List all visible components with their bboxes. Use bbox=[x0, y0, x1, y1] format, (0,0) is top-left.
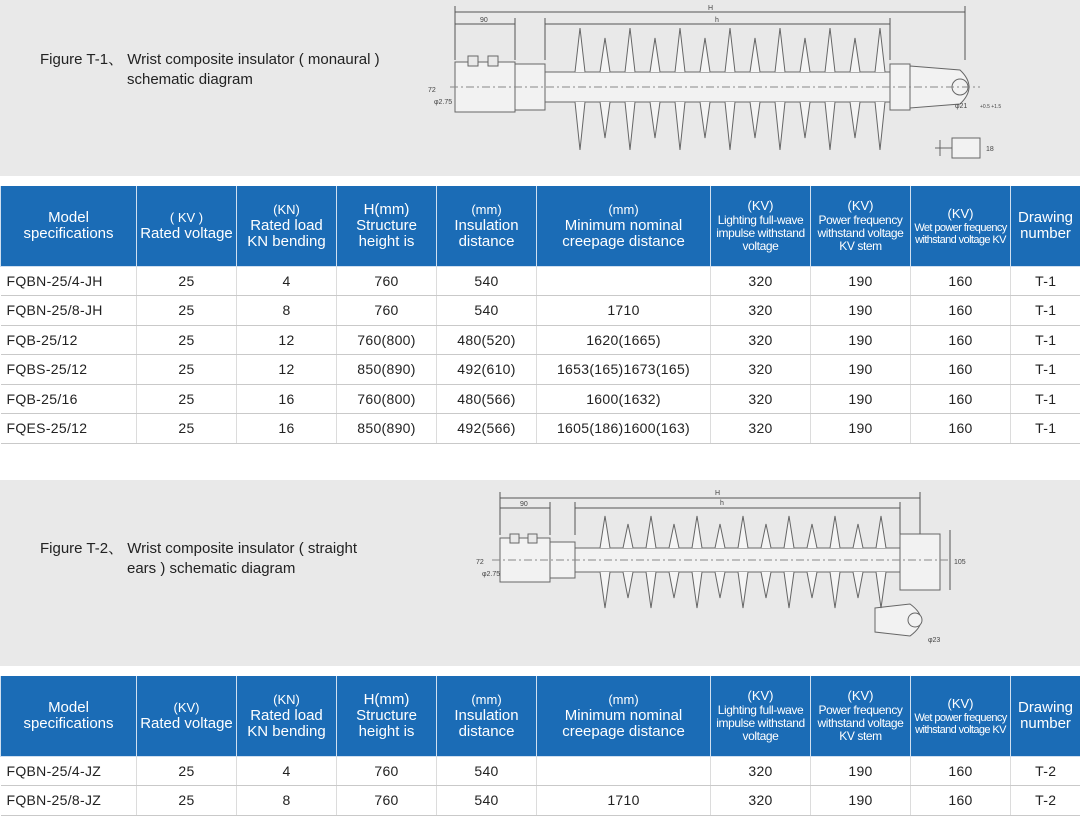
table-cell: 190 bbox=[811, 355, 911, 385]
table-cell: 25 bbox=[137, 384, 237, 414]
dim-label-end: 90 bbox=[480, 17, 488, 24]
column-header-title: Insulation distance bbox=[454, 216, 519, 250]
table-cell: 160 bbox=[911, 355, 1011, 385]
column-header bbox=[811, 186, 911, 266]
column-header-title: Drawing number bbox=[1017, 698, 1074, 732]
table-cell: 320 bbox=[711, 786, 811, 816]
table-cell: 190 bbox=[811, 384, 911, 414]
table-cell: 16 bbox=[237, 384, 337, 414]
column-header-title: Minimum nominal creepage distance bbox=[562, 706, 685, 740]
column-header-unit: (mm) bbox=[471, 691, 502, 707]
table-cell: 320 bbox=[711, 266, 811, 296]
table-cell: 160 bbox=[911, 756, 1011, 786]
table-cell: 160 bbox=[911, 266, 1011, 296]
spec-table-t1 bbox=[0, 186, 1080, 444]
dim-label-overall: H bbox=[708, 5, 714, 12]
figure-t1-panel bbox=[0, 0, 1080, 176]
table-cell: 25 bbox=[137, 266, 237, 296]
table-cell: 160 bbox=[911, 325, 1011, 355]
figure-t2-schematic bbox=[470, 480, 990, 666]
column-header-title: Drawing number bbox=[1017, 208, 1074, 242]
figure-t1-caption bbox=[40, 50, 380, 90]
table-header-row bbox=[1, 676, 1080, 756]
dim-label-overall: H bbox=[715, 490, 721, 497]
table-cell: 190 bbox=[811, 296, 911, 326]
column-header-unit: (KN) bbox=[273, 691, 300, 707]
column-header-title: Power frequency withstand voltage KV stem bbox=[817, 703, 904, 744]
column-header bbox=[437, 676, 537, 756]
dim-label-clevis: 18 bbox=[986, 146, 994, 153]
column-header bbox=[811, 676, 911, 756]
table-row bbox=[1, 266, 1080, 296]
table-cell: T-1 bbox=[1011, 355, 1080, 385]
figure-t1-schematic bbox=[420, 0, 1020, 176]
table-cell: T-1 bbox=[1011, 266, 1080, 296]
table-cell: 850(890) bbox=[337, 355, 437, 385]
column-header bbox=[237, 186, 337, 266]
column-header-title: Rated voltage bbox=[140, 714, 233, 732]
table-cell: 760 bbox=[337, 296, 437, 326]
column-header bbox=[711, 186, 811, 266]
table-row bbox=[1, 355, 1080, 385]
column-header bbox=[1, 186, 137, 266]
column-header-unit: (KV) bbox=[747, 688, 774, 704]
table-cell: 540 bbox=[437, 266, 537, 296]
column-header-unit: (KV) bbox=[947, 205, 974, 221]
end-fitting-right bbox=[900, 534, 940, 590]
table-cell: 160 bbox=[911, 786, 1011, 816]
table-cell: T-1 bbox=[1011, 325, 1080, 355]
clevis-detail bbox=[952, 138, 980, 158]
model-cell: FQBS-25/12 bbox=[1, 355, 137, 385]
figure-t2-panel bbox=[0, 480, 1080, 666]
table-cell: 25 bbox=[137, 296, 237, 326]
column-header bbox=[911, 676, 1011, 756]
table-cell: 1710 bbox=[537, 296, 711, 326]
dim-label-inner: φ2.75 bbox=[482, 571, 501, 578]
fitting-notch bbox=[510, 534, 519, 543]
table-cell: T-2 bbox=[1011, 786, 1080, 816]
table-cell: 760 bbox=[337, 786, 437, 816]
table-cell: 8 bbox=[237, 786, 337, 816]
table-cell: 12 bbox=[237, 325, 337, 355]
figure-t2-caption-line1: Figure T-2、 Wrist composite insulator ( straight bbox=[40, 540, 358, 557]
dim-label-hole: φ23 bbox=[928, 637, 941, 644]
table-cell: 320 bbox=[711, 296, 811, 326]
table-cell: 160 bbox=[911, 414, 1011, 444]
column-header-unit: (mm) bbox=[608, 201, 639, 217]
column-header-title: Lighting full-wave impulse withstand voltage bbox=[716, 213, 805, 254]
table-cell: 320 bbox=[711, 325, 811, 355]
column-header-title: Minimum nominal creepage distance bbox=[562, 216, 685, 250]
table-cell: 25 bbox=[137, 325, 237, 355]
ear-hole bbox=[908, 613, 922, 627]
model-cell: FQB-25/12 bbox=[1, 325, 137, 355]
column-header bbox=[537, 676, 711, 756]
table-header-row bbox=[1, 186, 1080, 266]
column-header bbox=[137, 676, 237, 756]
figure-t2-caption-line2: ears ) schematic diagram bbox=[127, 560, 296, 577]
model-cell: FQBN-25/4-JZ bbox=[1, 756, 137, 786]
table-cell: 25 bbox=[137, 414, 237, 444]
table-cell: 1605(186)1600(163) bbox=[537, 414, 711, 444]
model-cell: FQBN-25/8-JH bbox=[1, 296, 137, 326]
column-header-unit: (KV) bbox=[747, 198, 774, 214]
dim-label-insulation: h bbox=[720, 500, 724, 507]
dim-label-height: 105 bbox=[954, 559, 966, 566]
model-cell: FQBN-25/8-JZ bbox=[1, 786, 137, 816]
table-cell: 190 bbox=[811, 414, 911, 444]
table-cell: 4 bbox=[237, 756, 337, 786]
column-header-title: Wet power frequency withstand voltage KV bbox=[914, 711, 1007, 736]
column-header bbox=[1011, 676, 1080, 756]
table-cell: 25 bbox=[137, 786, 237, 816]
table-row bbox=[1, 414, 1080, 444]
table-cell: 190 bbox=[811, 325, 911, 355]
table-cell: 760 bbox=[337, 266, 437, 296]
dim-label-tolerance: +0.5 +1.5 bbox=[980, 104, 1002, 110]
table-cell: 540 bbox=[437, 756, 537, 786]
column-header bbox=[437, 186, 537, 266]
column-header bbox=[237, 676, 337, 756]
table-cell bbox=[537, 756, 711, 786]
table-row bbox=[1, 325, 1080, 355]
column-header-unit: (KN) bbox=[273, 201, 300, 217]
column-header-title: Model specifications bbox=[23, 698, 114, 732]
column-header-unit: (mm) bbox=[471, 201, 502, 217]
column-header bbox=[711, 676, 811, 756]
dim-label-side: 72 bbox=[476, 559, 484, 566]
table-cell: T-1 bbox=[1011, 296, 1080, 326]
model-cell: FQB-25/16 bbox=[1, 384, 137, 414]
column-header bbox=[337, 676, 437, 756]
column-header-title: H(mm) Structure height is bbox=[356, 200, 417, 250]
model-cell: FQES-25/12 bbox=[1, 414, 137, 444]
table-cell: 1653(165)1673(165) bbox=[537, 355, 711, 385]
table-cell: 320 bbox=[711, 355, 811, 385]
dim-label-side: 72 bbox=[428, 87, 436, 94]
column-header-title: Rated voltage bbox=[140, 224, 233, 242]
table-row bbox=[1, 296, 1080, 326]
table-cell: 190 bbox=[811, 266, 911, 296]
table-cell: 1620(1665) bbox=[537, 325, 711, 355]
figure-t2-caption bbox=[40, 539, 357, 579]
figure-t1-caption-line1: Figure T-1、 Wrist composite insulator ( monaural ) bbox=[40, 51, 380, 68]
table-cell: 190 bbox=[811, 756, 911, 786]
fitting-notch bbox=[528, 534, 537, 543]
figure-t1-caption-line2: schematic diagram bbox=[127, 71, 253, 88]
table-cell: 1600(1632) bbox=[537, 384, 711, 414]
table-cell: 16 bbox=[237, 414, 337, 444]
table-cell: 8 bbox=[237, 296, 337, 326]
column-header-title: Insulation distance bbox=[454, 706, 519, 740]
table-cell: T-1 bbox=[1011, 384, 1080, 414]
fitting-notch bbox=[488, 56, 498, 66]
table-cell: 160 bbox=[911, 384, 1011, 414]
column-header-unit: ( KV ) bbox=[169, 209, 204, 225]
table-cell: 540 bbox=[437, 296, 537, 326]
column-header bbox=[537, 186, 711, 266]
fitting-notch bbox=[468, 56, 478, 66]
table-row bbox=[1, 756, 1080, 786]
spec-table-t2 bbox=[0, 676, 1080, 816]
table-cell: 760(800) bbox=[337, 384, 437, 414]
table-cell: 12 bbox=[237, 355, 337, 385]
table-cell: 4 bbox=[237, 266, 337, 296]
column-header bbox=[1011, 186, 1080, 266]
table-cell: 160 bbox=[911, 296, 1011, 326]
column-header-title: Power frequency withstand voltage KV stem bbox=[817, 213, 904, 254]
column-header-title: Rated load KN bending bbox=[247, 216, 326, 250]
column-header-unit: (mm) bbox=[608, 691, 639, 707]
table-cell: 320 bbox=[711, 756, 811, 786]
table-cell: 492(610) bbox=[437, 355, 537, 385]
table-cell: 320 bbox=[711, 414, 811, 444]
table-cell: 480(520) bbox=[437, 325, 537, 355]
table-row bbox=[1, 384, 1080, 414]
table-cell: 850(890) bbox=[337, 414, 437, 444]
column-header-unit: (KV) bbox=[173, 699, 200, 715]
column-header bbox=[337, 186, 437, 266]
dim-label-insulation: h bbox=[715, 17, 719, 24]
table-cell: 492(566) bbox=[437, 414, 537, 444]
column-header-title: Model specifications bbox=[23, 208, 114, 242]
column-header bbox=[1, 676, 137, 756]
table-cell: 25 bbox=[137, 355, 237, 385]
column-header-title: Rated load KN bending bbox=[247, 706, 326, 740]
table-cell: 1710 bbox=[537, 786, 711, 816]
dim-label-end: 90 bbox=[520, 501, 528, 508]
table-row bbox=[1, 786, 1080, 816]
table-cell: 760(800) bbox=[337, 325, 437, 355]
table-cell: T-1 bbox=[1011, 414, 1080, 444]
column-header bbox=[137, 186, 237, 266]
table-cell: 480(566) bbox=[437, 384, 537, 414]
table-cell: 320 bbox=[711, 384, 811, 414]
table-cell: 25 bbox=[137, 756, 237, 786]
table-cell: 190 bbox=[811, 786, 911, 816]
table-cell: 540 bbox=[437, 786, 537, 816]
column-header-title: H(mm) Structure height is bbox=[356, 690, 417, 740]
column-header bbox=[911, 186, 1011, 266]
dim-label-inner: φ2.75 bbox=[434, 99, 453, 106]
table-cell: 760 bbox=[337, 756, 437, 786]
table-cell bbox=[537, 266, 711, 296]
column-header-unit: (KV) bbox=[947, 695, 974, 711]
column-header-unit: (KV) bbox=[847, 688, 874, 704]
table-cell: T-2 bbox=[1011, 756, 1080, 786]
column-header-title: Lighting full-wave impulse withstand voltage bbox=[716, 703, 805, 744]
column-header-title: Wet power frequency withstand voltage KV bbox=[914, 221, 1007, 246]
model-cell: FQBN-25/4-JH bbox=[1, 266, 137, 296]
dim-label-hole: φ21 bbox=[955, 103, 968, 110]
column-header-unit: (KV) bbox=[847, 198, 874, 214]
